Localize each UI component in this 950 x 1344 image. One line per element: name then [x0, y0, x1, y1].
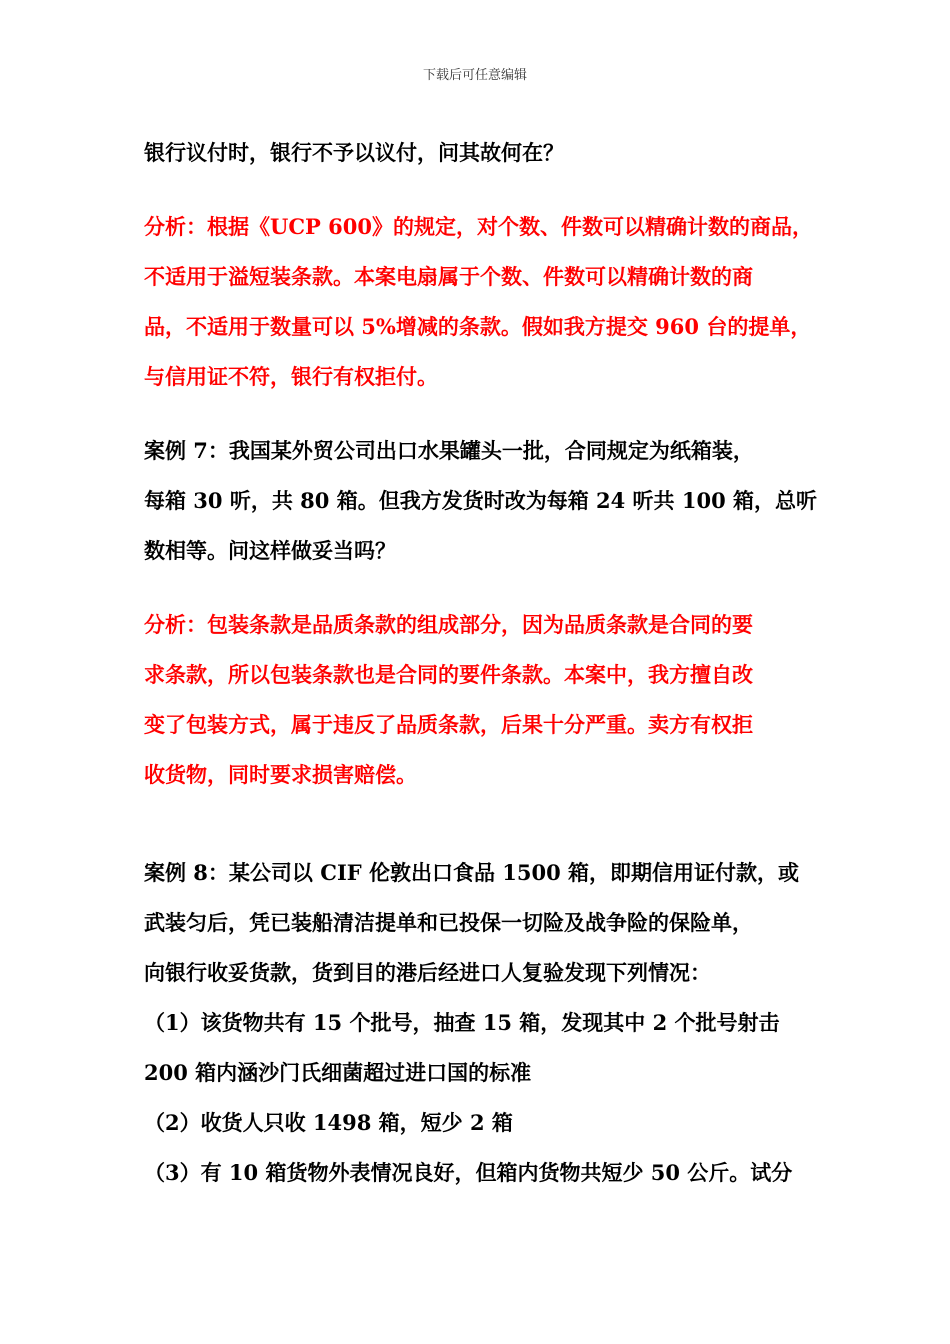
case-line: 向银行收妥货款，货到目的港后经进口人复验发现下列情况： [144, 960, 711, 985]
analysis-line: 与信用证不符，银行有权拒付。 [144, 364, 438, 389]
case-line: （3）有 10 箱货物外表情况良好，但箱内货物共短少 50 公斤。试分 [144, 1160, 793, 1185]
analysis-line: 分析：根据《UCP 600》的规定，对个数、件数可以精确计数的商品， [144, 214, 813, 239]
analysis-line: 不适用于溢短装条款。本案电扇属于个数、件数可以精确计数的商 [144, 264, 753, 289]
analysis-line: 求条款，所以包装条款也是合同的要件条款。本案中，我方擅自改 [144, 662, 753, 687]
analysis-line: 品，不适用于数量可以 5%增减的条款。假如我方提交 960 台的提单， [144, 314, 812, 339]
analysis-line: 分析：包装条款是品质条款的组成部分，因为品质条款是合同的要 [144, 612, 753, 637]
case-line: （2）收货人只收 1498 箱，短少 2 箱 [144, 1110, 513, 1135]
analysis-line: 变了包装方式，属于违反了品质条款，后果十分严重。卖方有权拒 [144, 712, 753, 737]
case-line: 数相等。问这样做妥当吗？ [144, 538, 396, 563]
case-line: 案例 8：某公司以 CIF 伦敦出口食品 1500 箱，即期信用证付款，或 [144, 860, 800, 885]
text-line: 银行议付时，银行不予以议付，问其故何在？ [144, 140, 564, 165]
case-line: 武装匀后，凭已装船清洁提单和已投保一切险及战争险的保险单， [144, 910, 753, 935]
analysis-line: 收货物，同时要求损害赔偿。 [144, 762, 417, 787]
case-line: （1）该货物共有 15 个批号，抽查 15 箱，发现其中 2 个批号射击 [144, 1010, 780, 1035]
case-line: 案例 7：我国某外贸公司出口水果罐头一批，合同规定为纸箱装， [144, 438, 754, 463]
page-header: 下载后可任意编辑 [422, 68, 527, 83]
case-line: 200 箱内涵沙门氏细菌超过进口国的标准 [144, 1060, 532, 1085]
case-line: 每箱 30 听，共 80 箱。但我方发货时改为每箱 24 听共 100 箱，总听 [144, 488, 817, 513]
